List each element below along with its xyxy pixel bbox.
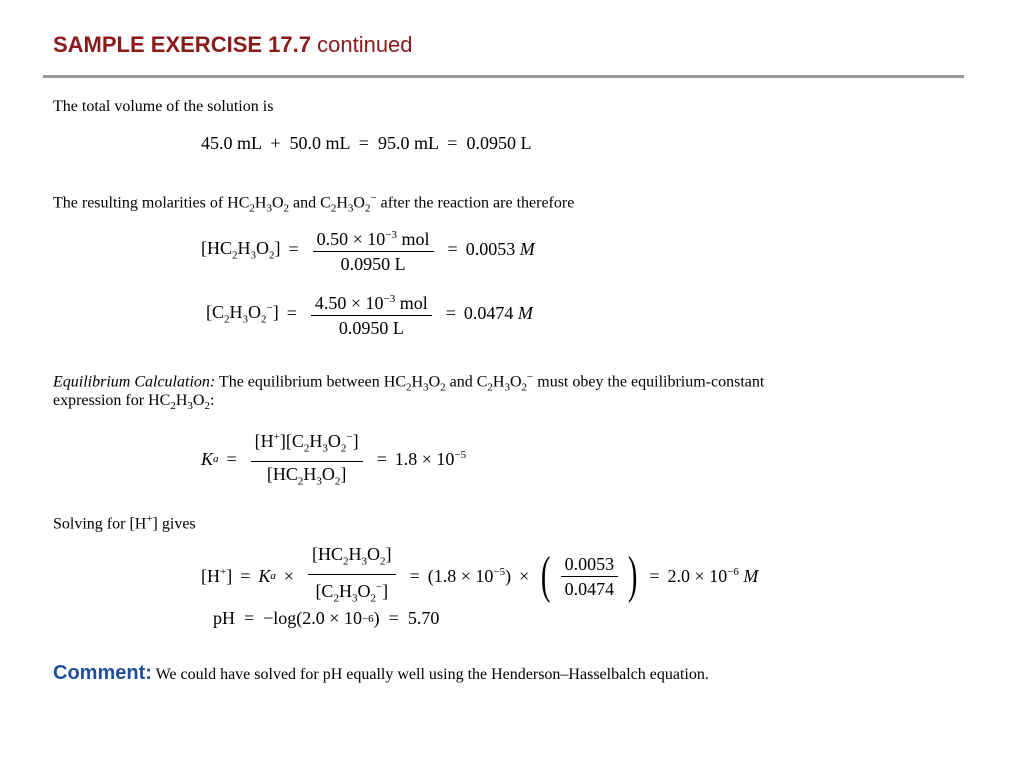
molarities-and: and C [289,194,331,212]
acid-fraction: $\frac{0.50 \times 10^{-3} mol}{0.0950 L}$ [313,224,434,275]
equation-hydrogen-ion: [H+] = K a × $\frac{[HC_2H_3O_2]}{[C_2H_3O_2^-]}$ = $(1.8 \times 10^{-5})$ × ( $\frac{0.0053}{0.0474}$ ) = $2.0 \times 10^{-6}$ M [201,543,758,609]
equation-volume-text: 45.0 mL + 50.0 mL = 95.0 mL = 0.0950 L [201,133,532,153]
comment-label: Comment: [53,662,152,684]
equation-ka: K a = $\frac{[H^+][C_2H_3O_2^-]}{[HC_2H_3O_2]}$ = $1.8 \times 10^{-5}$ [201,426,466,492]
numeric-ratio-fraction: $\frac{0.0053}{0.0474}$ [561,553,619,600]
paragraph-total-volume: The total volume of the solution is [53,98,274,115]
molarities-suffix: after the reaction are therefore [376,194,575,212]
ka-fraction: $\frac{[H^+][C_2H_3O_2^-]}{[HC_2H_3O_2]}$ [251,426,363,492]
paragraph-molarities: The resulting molarities of $HC_2H_3O_2$ and $C_2H_3O_2^-$ after the reaction are therefore [53,192,575,215]
equation-acid-molarity: $[HC_2H_3O_2]$ = $\frac{0.50 \times 10^{-3} mol}{0.0950 L}$ = 0.0053 M [201,224,535,275]
equilibrium-label: Equilibrium Calculation: [53,373,216,391]
equation-ph: pH = −log(2.0 × 10 −6 ) = 5.70 [213,608,440,628]
hydrogen-result: $2.0 \times 10^{-6}$ M [667,565,759,586]
base-fraction: $\frac{4.50 \times 10^{-3} mol}{0.0950 L}$ [311,288,432,339]
comment-paragraph [53,662,709,686]
paragraph-equilibrium-line2: expression for $HC_2H_3O_2$: [53,392,215,413]
ka-value: $1.8 \times 10^{-5}$ [394,448,467,469]
base-concentration-label: $[C_2H_3O_2^-]$ [206,301,279,326]
title-divider [43,75,964,78]
molarities-prefix: The resulting molarities of HC [53,194,250,212]
equation-base-molarity: $[C_2H_3O_2^-]$ = $\frac{4.50 \times 10^{-3} mol}{0.0950 L}$ = 0.0474 M [206,288,533,339]
ka-factor: $(1.8 \times 10^{-5})$ [427,565,512,586]
acid-result: 0.0053 [465,239,516,259]
page-title [53,32,413,58]
equation-volume [201,133,531,154]
title-exercise: SAMPLE EXERCISE 17.7 [53,32,311,57]
comment-text: We could have solved for pH equally well using the Henderson–Hasselbalch equation. [151,666,709,683]
title-continued: continued [317,32,413,57]
hydrogen-ratio-fraction: $\frac{[HC_2H_3O_2]}{[C_2H_3O_2^-]}$ [308,543,396,609]
base-result: 0.0474 [463,303,514,323]
acid-concentration-label: $[HC_2H_3O_2]$ [201,237,281,262]
paragraph-solving: Solving for [H+] gives [53,513,196,533]
paragraph-equilibrium: Equilibrium Calculation: The equilibrium between $HC_2H_3O_2$ and $C_2H_3O_2^-$ must obey the equilibrium-constant [53,371,765,394]
